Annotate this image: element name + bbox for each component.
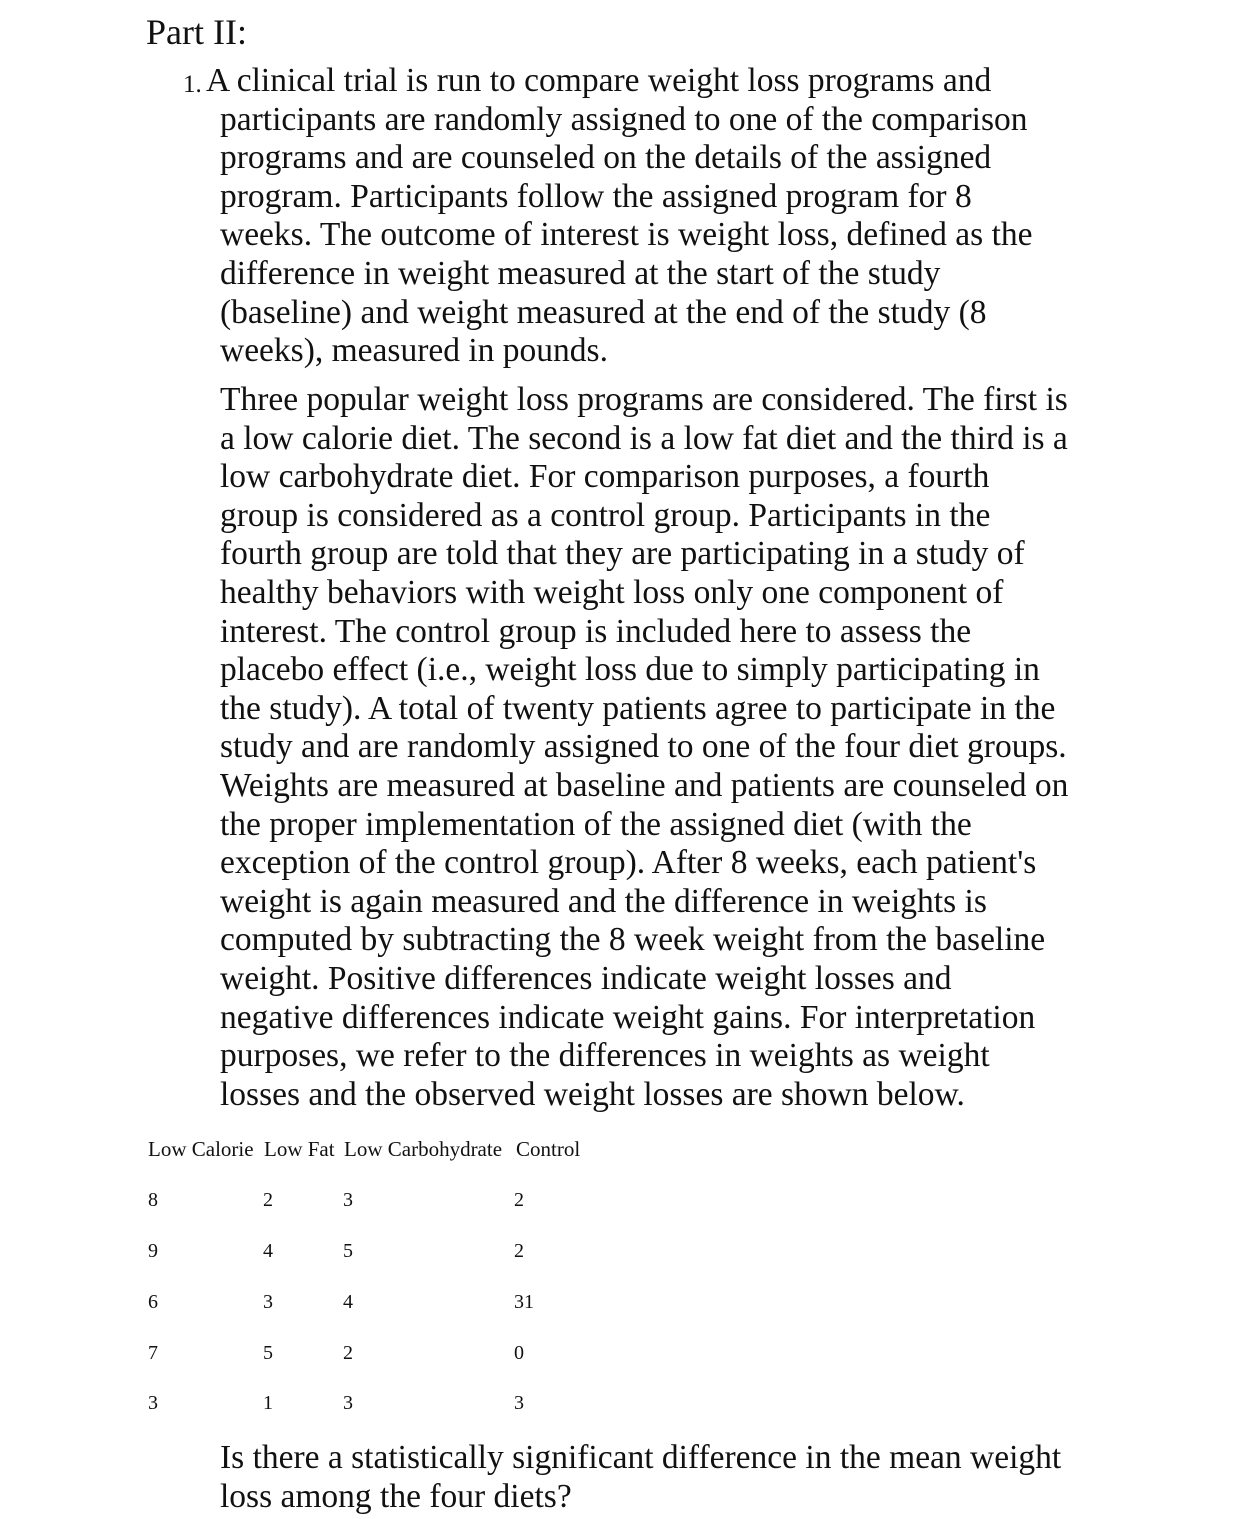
table-cell: 2 [263,1189,273,1211]
paragraph-line: weight. Positive differences indicate weight losses and [220,959,952,997]
paragraph-line: weeks. The outcome of interest is weight loss, defined as the [220,216,1033,254]
table-cell: 8 [148,1189,158,1211]
table-cell: 2 [343,1342,353,1364]
part-heading: Part II: [146,12,247,52]
paragraph-line: a low calorie diet. The second is a low fat diet and the third is a [220,419,1068,457]
table-cell: 4 [263,1240,273,1262]
paragraph-line: Weights are measured at baseline and patients are counseled on [220,766,1069,804]
table-cell: 3 [343,1189,353,1211]
paragraph-line: program. Participants follow the assigned program for 8 [220,177,972,215]
table-cell: 6 [148,1291,158,1313]
paragraph-line: Three popular weight loss programs are considered. The first is [220,381,1068,418]
table-cell: 1 [263,1392,273,1414]
paragraph-line: (baseline) and weight measured at the end of the study (8 [220,293,987,331]
table-cell: 2 [514,1189,524,1211]
question-number: 1. [183,71,202,98]
question-line: Is there a statistically significant difference in the mean weight [220,1439,1062,1476]
paragraph-line: the proper implementation of the assigned diet (with the [220,805,972,843]
paragraph-line: group is considered as a control group. Participants in the [220,496,991,534]
paragraph-line: participants are randomly assigned to one of the comparison [220,100,1028,138]
paragraph-line: study and are randomly assigned to one of the four diet groups. [220,728,1067,766]
table-cell: 5 [263,1342,273,1364]
paragraph-line: weight is again measured and the difference in weights is [220,882,987,920]
paragraph-line: exception of the control group). After 8 weeks, each patient's [220,844,1037,882]
table-cell: 2 [514,1240,524,1262]
paragraph-line: the study). A total of twenty patients agree to participate in the [220,689,1056,727]
question-paragraph-1 [206,62,1120,371]
column-header-low-fat: Low Fat [264,1137,335,1161]
question-line: loss among the four diets? [220,1478,572,1515]
column-header-control: Control [516,1137,581,1161]
paragraph-line: programs and are counseled on the details of the assigned [220,139,992,177]
column-header-low-calorie: Low Calorie [148,1137,254,1161]
table-cell: 31 [514,1291,534,1313]
paragraph-line: low carbohydrate diet. For comparison purposes, a fourth [220,458,990,496]
table-cell: 3 [514,1392,524,1414]
table-cell: 7 [148,1342,158,1364]
question-paragraph-2 [220,381,1120,1114]
paragraph-line: A clinical trial is run to compare weight loss programs and [206,62,992,99]
column-header-low-carbohydrate: Low Carbohydrate [344,1137,503,1161]
paragraph-line: fourth group are told that they are participating in a study of [220,535,1025,573]
table-cell: 4 [343,1291,353,1313]
paragraph-line: placebo effect (i.e., weight loss due to simply participating in [220,651,1040,689]
paragraph-line: purposes, we refer to the differences in weights as weight [220,1037,990,1075]
table-cell: 5 [343,1240,353,1262]
paragraph-line: interest. The control group is included here to assess the [220,612,972,650]
paragraph-line: computed by subtracting the 8 week weight from the baseline [220,921,1046,959]
paragraph-line: weeks), measured in pounds. [220,332,608,370]
table-cell: 3 [263,1291,273,1313]
paragraph-line: losses and the observed weight losses are shown below. [220,1075,965,1113]
paragraph-line: healthy behaviors with weight loss only one component of [220,573,1004,611]
final-question [220,1438,1061,1516]
paragraph-line: negative differences indicate weight gains. For interpretation [220,998,1036,1036]
table-cell: 3 [343,1392,353,1414]
table-cell: 9 [148,1240,158,1262]
table-cell: 3 [148,1392,158,1414]
table-cell: 0 [514,1342,524,1364]
paragraph-line: difference in weight measured at the start of the study [220,254,941,292]
